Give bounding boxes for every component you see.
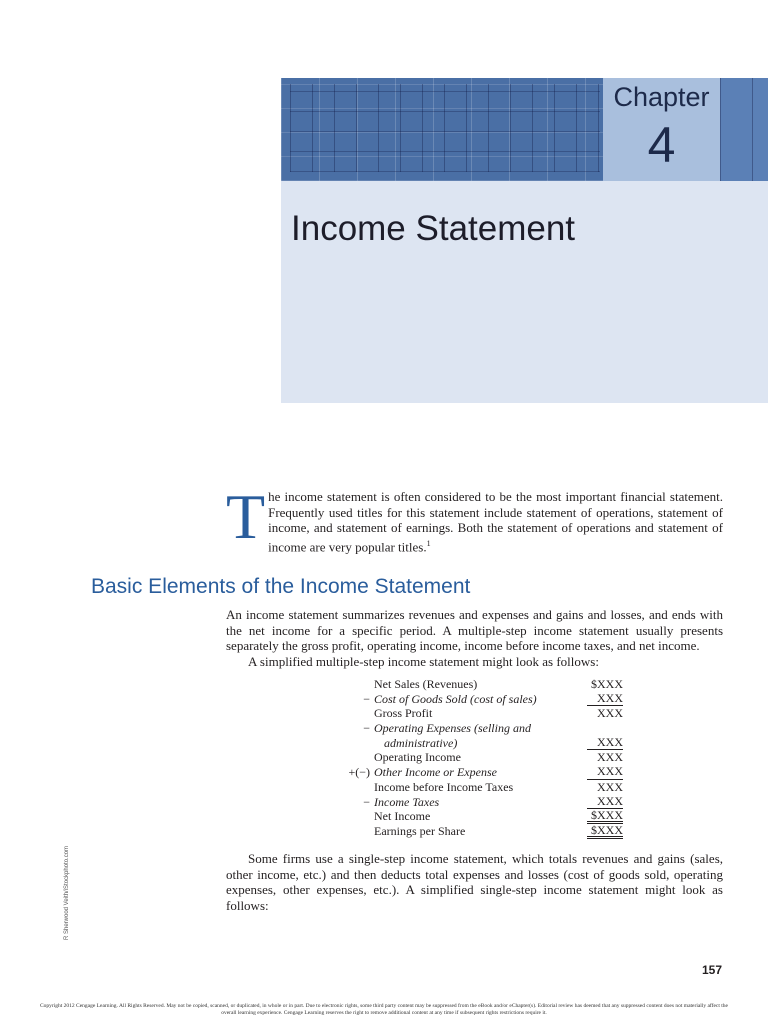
row-label xyxy=(374,721,544,750)
section-heading: Basic Elements of the Income Statement xyxy=(91,575,471,598)
photo-credit: R Sherwood Veith/iStockphoto.com xyxy=(64,845,70,940)
body-paragraph-1: An income statement summarizes revenues and expenses and gains and losses, and ends with the net income for a specific period. A multiple-step income statement usually presents separately the gross profit, operating income, income before income taxes, and net income. xyxy=(226,607,723,653)
banner-photo-texture xyxy=(290,84,600,172)
row-amount: $XXX xyxy=(587,809,623,824)
row-sign: − xyxy=(363,721,370,736)
row-amount: XXX xyxy=(597,750,623,765)
row-sign: − xyxy=(363,794,370,809)
banner-right-strip xyxy=(720,78,768,181)
statement-row xyxy=(330,750,630,765)
statement-row xyxy=(330,677,630,692)
row-label-line2: administrative) xyxy=(384,735,458,750)
page-number: 157 xyxy=(701,963,722,977)
statement-row xyxy=(330,721,630,750)
drop-cap: T xyxy=(226,481,266,552)
row-label: Earnings per Share xyxy=(374,823,466,838)
statement-row xyxy=(330,765,630,780)
income-statement-table xyxy=(330,677,630,839)
row-label: Gross Profit xyxy=(374,706,433,721)
statement-row xyxy=(330,795,630,810)
body-paragraph-2: A simplified multiple-step income statement might look as follows: xyxy=(248,654,599,669)
row-label: Net Sales (Revenues) xyxy=(374,677,478,691)
row-label: Cost of Goods Sold (cost of sales) xyxy=(374,691,537,706)
row-amount: XXX xyxy=(587,692,623,707)
body-paragraph-3: Some firms use a single-step income statement, which totals revenues and gains (sales, other income, etc.) and then deducts total expenses and losses (cost of goods sold, operating expenses, other expenses, etc.). A simplified single-step income statement might look as follows: xyxy=(226,851,723,913)
title-panel xyxy=(281,181,768,403)
row-amount: XXX xyxy=(587,795,623,810)
row-label: Other Income or Expense xyxy=(374,765,497,780)
intro-paragraph xyxy=(226,481,723,554)
row-label: Operating Income xyxy=(374,750,461,765)
statement-row xyxy=(330,824,630,839)
statement-row xyxy=(330,706,630,721)
row-amount: XXX xyxy=(587,736,623,751)
row-sign: +(−) xyxy=(348,765,370,780)
chapter-title: Income Statement xyxy=(291,209,576,248)
row-label-line1: Operating Expenses (selling and xyxy=(374,721,531,736)
row-amount: XXX xyxy=(597,706,623,721)
row-amount: $XXX xyxy=(587,824,623,839)
statement-row xyxy=(330,809,630,824)
chapter-label-box xyxy=(603,78,720,181)
row-sign: − xyxy=(363,691,370,706)
statement-row xyxy=(330,692,630,707)
row-label: Income before Income Taxes xyxy=(374,779,514,794)
row-label: Income Taxes xyxy=(374,794,440,809)
row-label: Net Income xyxy=(374,809,431,824)
row-amount: XXX xyxy=(597,779,623,794)
copyright-notice: Copyright 2012 Cengage Learning. All Rights Reserved. May not be copied, scanned, or duplicated, in whole or in part. Due to electronic rights, some third party content may be suppressed from the eBook and/or eChapter(s). Editorial review has deemed that any suppressed content does not materially affect the overall learning experience. Cengage Learning reserves the right to remove additional content at any time if subsequent rights restrictions require it. xyxy=(40,1003,728,1016)
chapter-word: Chapter xyxy=(613,82,710,112)
intro-text: he income statement is often considered to be the most important financial statement. Frequently used titles for this statement include statement of operations, statement of income, and statement of earnings. Both the statement of operations and statement of income are very popular titles. xyxy=(268,489,723,554)
chapter-number: 4 xyxy=(647,117,676,173)
statement-row xyxy=(330,780,630,795)
footnote-ref: 1 xyxy=(426,538,431,548)
row-amount: $XXX xyxy=(591,677,623,691)
row-amount: XXX xyxy=(587,765,623,780)
